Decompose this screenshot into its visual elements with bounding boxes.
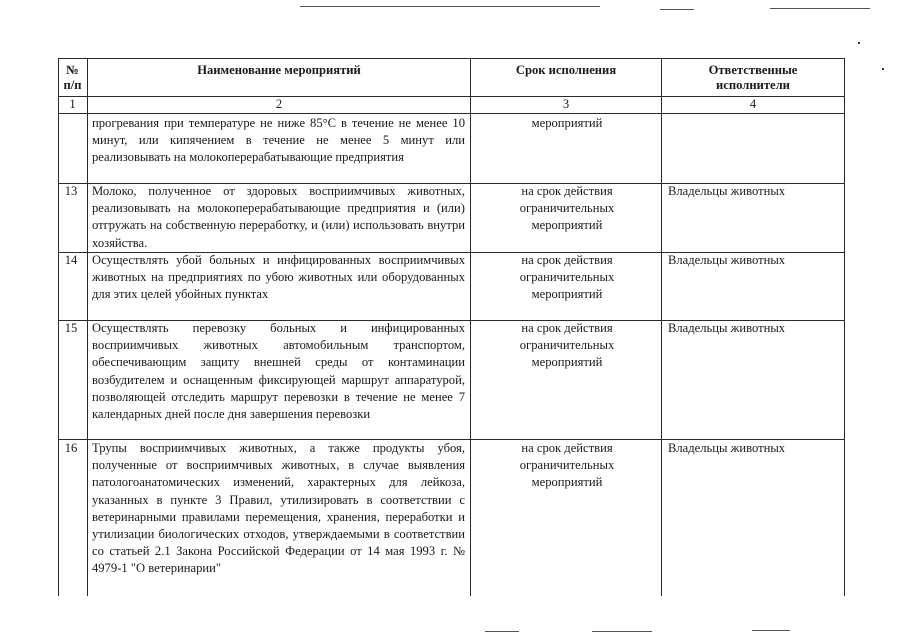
column-divider-1 bbox=[87, 58, 88, 596]
measure-text: прогревания при температуре не ниже 85°С в течение не менее 10 минут, или кипячением в течение не менее 5 минут или реализовывать на молокоперерабатывающие предприятия bbox=[92, 116, 465, 165]
term-text: на срок действия ограничительных мероприятий bbox=[519, 184, 615, 233]
header-num: № п/п bbox=[63, 63, 82, 92]
executor-text: Владельцы животных bbox=[668, 321, 786, 335]
scan-speck-2 bbox=[882, 68, 884, 70]
measure-text: Трупы восприимчивых животных, а также продукты убоя, полученные от восприимчивых животных, в случае выявления патологоанатомических изменений, характерных для лейкоза, указанных в пункте 3 Правил, утилизировать в соответствии с ветеринарными правилами перемещения, хранения, переработки и утилизации биологических отходов, утверждаемыми в соответствии со статьей 2.1 Закона Российской Федерации от 14 мая 1993 г. № 4979-1 "О ветеринарии" bbox=[92, 441, 465, 576]
scan-artifact-bottom-1 bbox=[485, 631, 519, 632]
measure-text: Молоко, полученное от здоровых восприимчивых животных, реализовывать на молокоперерабатывающие предприятия и (или) отгружать на собственную переработку, и (или) использовать внутри хозяйства. bbox=[92, 184, 465, 250]
row-number: 13 bbox=[64, 184, 78, 198]
row-number: 16 bbox=[64, 441, 78, 455]
executor-text: Владельцы животных bbox=[668, 441, 786, 455]
term-text: на срок действия ограничительных мероприятий bbox=[519, 441, 615, 490]
row-number: 14 bbox=[64, 253, 78, 267]
column-divider-3 bbox=[661, 58, 662, 596]
measure-text: Осуществлять убой больных и инфицированных восприимчивых животных на предприятиях по убою животных или оборудованных для этих целей убойных пунктах bbox=[92, 253, 465, 302]
column-numbers-separator bbox=[58, 113, 844, 114]
column-number-2: 2 bbox=[275, 97, 283, 111]
column-number-4: 4 bbox=[749, 97, 757, 111]
table-border-right bbox=[844, 58, 845, 596]
header-executor: Ответственные исполнители bbox=[708, 63, 798, 92]
column-number-3: 3 bbox=[562, 97, 570, 111]
executor-text: Владельцы животных bbox=[668, 253, 786, 267]
executor-text: Владельцы животных bbox=[668, 184, 786, 198]
scan-artifact-bottom-2 bbox=[592, 631, 652, 632]
column-number-1: 1 bbox=[69, 97, 76, 111]
term-text: на срок действия ограничительных мероприятий bbox=[519, 253, 615, 302]
term-text: мероприятий bbox=[531, 116, 603, 130]
header-name: Наименование мероприятий bbox=[197, 63, 361, 77]
scan-artifact-bottom-3 bbox=[752, 630, 790, 631]
scan-speck-1 bbox=[858, 42, 860, 44]
table-border-top bbox=[58, 58, 844, 59]
scan-artifact-top-1 bbox=[300, 6, 600, 7]
column-divider-2 bbox=[470, 58, 471, 596]
term-text: на срок действия ограничительных мероприятий bbox=[519, 321, 615, 370]
measure-text: Осуществлять перевозку больных и инфицированных восприимчивых животных автомобильным транспортом, обеспечивающим защиту внешней среды от контаминации возбудителем и оснащенным фиксирующей маршрут аппаратурой, позволяющей отследить маршрут перевозки в течение не менее 7 календарных дней после дня завершения перевозки bbox=[92, 321, 465, 422]
scan-artifact-top-3 bbox=[770, 8, 870, 9]
scan-artifact-top-2 bbox=[660, 9, 694, 10]
header-term: Срок исполнения bbox=[515, 63, 617, 77]
row-number: 15 bbox=[64, 321, 78, 335]
